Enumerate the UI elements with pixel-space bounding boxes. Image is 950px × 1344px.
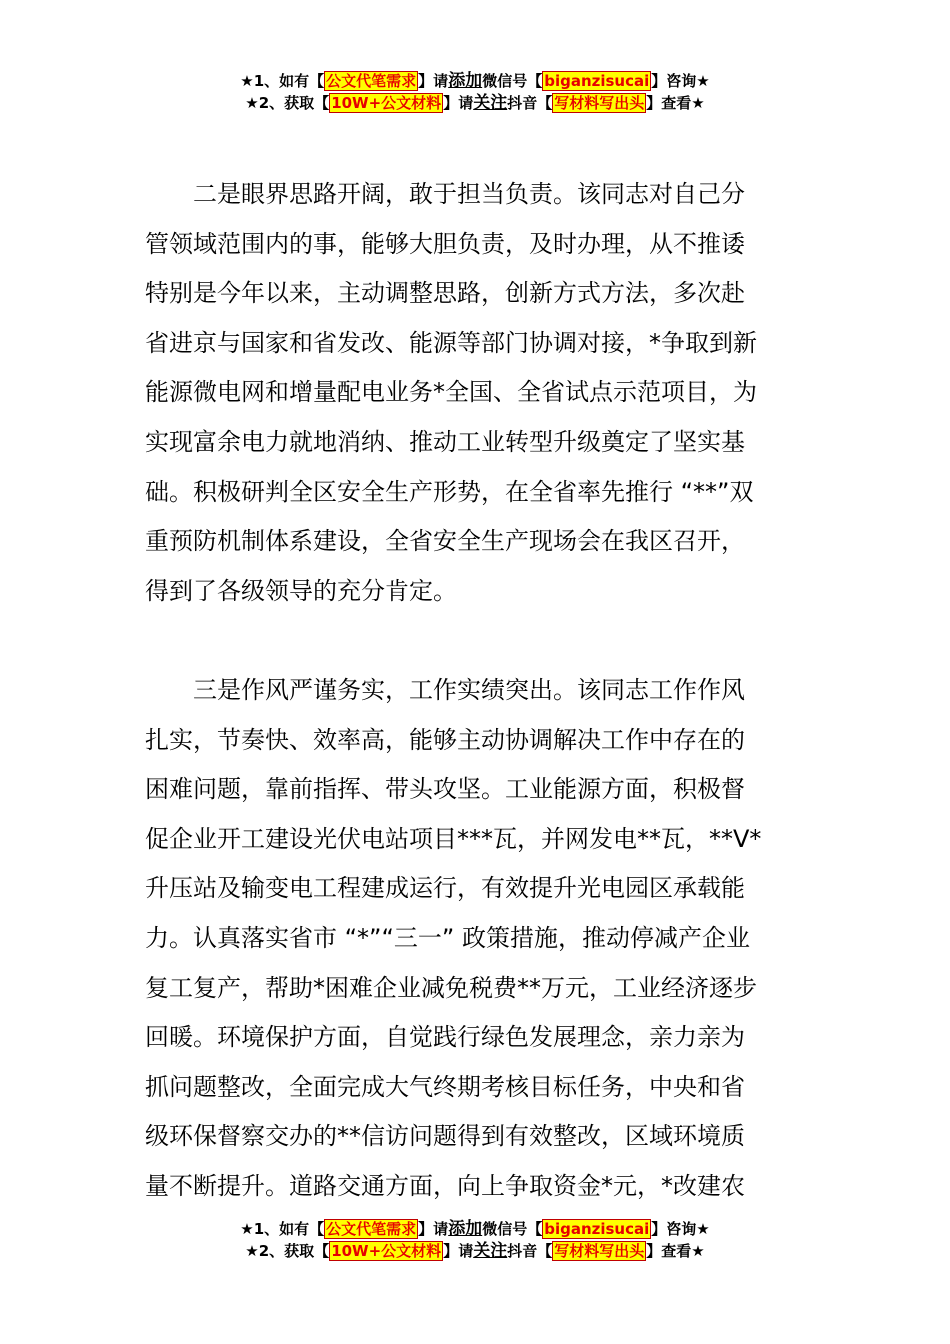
paragraph xyxy=(145,666,807,1212)
text-line: 升压站及输变电工程建成运行，有效提升光电园区承载能 xyxy=(145,874,745,903)
banner-text: 】查看★ xyxy=(646,1242,705,1260)
banner-text: ★1、如有【 xyxy=(240,1220,325,1238)
highlight-tag: 写材料写出头 xyxy=(554,94,645,112)
text-line: 得到了各级领导的充分肯定。 xyxy=(145,576,457,605)
banner-text: 】查看★ xyxy=(646,94,705,112)
text-line: 实现富余电力就地消纳、推动工业转型升级奠定了坚实基 xyxy=(145,427,745,456)
banner-line-2 xyxy=(0,1240,950,1262)
text-line: 二是眼界思路开阔，敢于担当负责。该同志对自己分 xyxy=(193,180,745,208)
text-line: 能源微电网和增量配电业务*全国、全省试点示范项目，为 xyxy=(145,378,757,407)
underlined-text: 关注 xyxy=(473,93,508,113)
text-line: 力。认真落实省市 “*”“三一” 政策措施，推动停减产企业 xyxy=(145,923,750,952)
text-line: 抓问题整改，全面完成大气终期考核目标任务，中央和省 xyxy=(145,1072,745,1101)
highlight-tag: biganzisucai xyxy=(544,1220,650,1238)
highlight-tag: biganzisucai xyxy=(544,72,650,90)
underlined-text: 关注 xyxy=(473,1241,508,1261)
banner-text: ★2、获取【 xyxy=(245,94,330,112)
underlined-text: 添加 xyxy=(448,1219,483,1239)
text-line: 扎实，节奏快、效率高，能够主动协调解决工作中存在的 xyxy=(145,725,745,754)
document-body xyxy=(145,170,807,1211)
text-line: 复工复产，帮助*困难企业减免税费**万元，工业经济逐步 xyxy=(145,973,757,1002)
highlight-tag: 10W+公文材料 xyxy=(331,1242,442,1260)
text-line: 困难问题，靠前指挥、带头攻坚。工业能源方面，积极督 xyxy=(145,775,745,804)
banner-text: 】请 xyxy=(443,1242,474,1260)
banner-text: 】请 xyxy=(418,72,449,90)
text-line: 管领域范围内的事，能够大胆负责，及时办理，从不推诿 xyxy=(145,229,745,258)
text-line: 特别是今年以来，主动调整思路，创新方式方法，多次赴 xyxy=(145,279,745,308)
text-line: 础。积极研判全区安全生产形势，在全省率先推行 “**”双 xyxy=(145,477,754,506)
banner-text: 】咨询★ xyxy=(651,1220,710,1238)
banner-text: 】请 xyxy=(418,1220,449,1238)
banner-line-1 xyxy=(0,70,950,92)
highlight-tag: 公文代笔需求 xyxy=(326,72,417,90)
header-banner xyxy=(0,70,950,114)
underlined-text: 添加 xyxy=(448,71,483,91)
banner-text: 抖音【 xyxy=(507,1242,553,1260)
banner-text: 微信号【 xyxy=(482,1220,543,1238)
highlight-tag: 10W+公文材料 xyxy=(331,94,442,112)
banner-line-2 xyxy=(0,92,950,114)
banner-line-1 xyxy=(0,1218,950,1240)
text-line: 量不断提升。道路交通方面，向上争取资金*元，*改建农 xyxy=(145,1171,745,1200)
text-line: 省进京与国家和省发改、能源等部门协调对接，*争取到新 xyxy=(145,328,757,357)
highlight-tag: 写材料写出头 xyxy=(554,1242,645,1260)
banner-text: 微信号【 xyxy=(482,72,543,90)
banner-text: 】咨询★ xyxy=(651,72,710,90)
paragraph xyxy=(145,170,807,616)
highlight-tag: 公文代笔需求 xyxy=(326,1220,417,1238)
text-line: 重预防机制体系建设，全省安全生产现场会在我区召开， xyxy=(145,527,745,556)
banner-text: ★1、如有【 xyxy=(240,72,325,90)
banner-text: ★2、获取【 xyxy=(245,1242,330,1260)
text-line: 三是作风严谨务实，工作实绩突出。该同志工作作风 xyxy=(193,675,745,704)
text-line: 促企业开工建设光伏电站项目***瓦，并网发电**瓦，**V* xyxy=(145,824,762,853)
banner-text: 】请 xyxy=(443,94,474,112)
text-line: 级环保督察交办的**信访问题得到有效整改，区域环境质 xyxy=(145,1122,745,1151)
footer-banner xyxy=(0,1218,950,1262)
text-line: 回暖。环境保护方面，自觉践行绿色发展理念，亲力亲为 xyxy=(145,1023,745,1052)
banner-text: 抖音【 xyxy=(507,94,553,112)
